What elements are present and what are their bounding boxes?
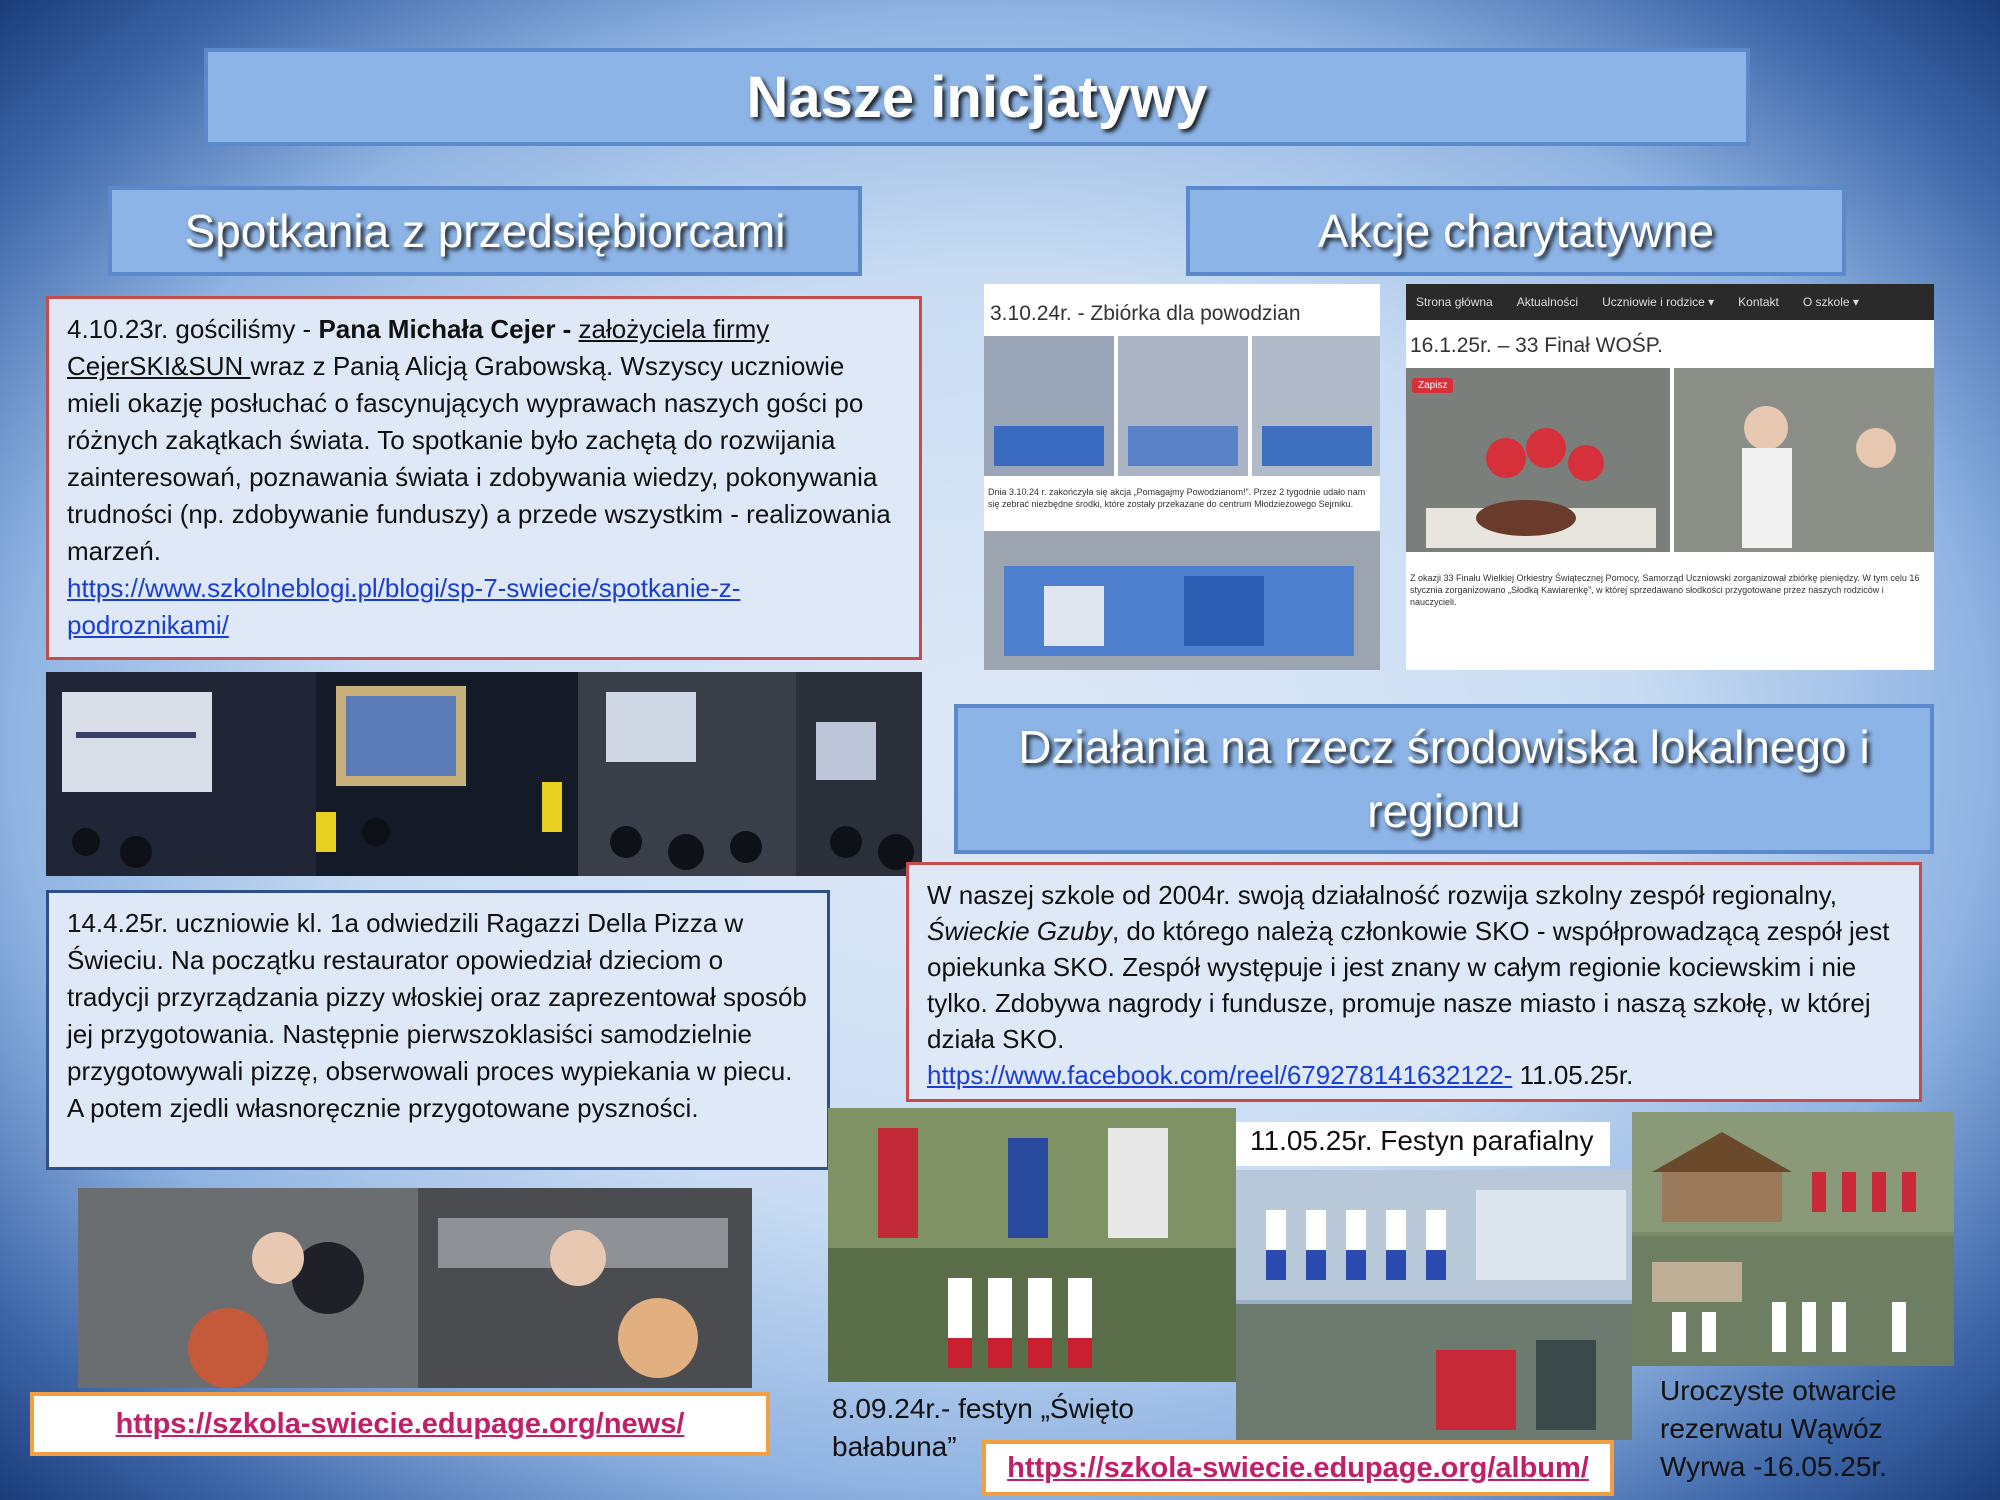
regional-text-box [906,862,1922,1102]
nav-about: O szkole ▾ [1802,295,1859,309]
nav-students: Uczniowie i rodzice ▾ [1602,295,1715,309]
wosp-save-badge: Zapisz [1412,378,1453,393]
parish-photo-graphic [1236,1170,1632,1440]
balabun-photo-graphic [828,1108,1236,1382]
balabun-caption: 8.09.24r.- festyn „Święto bałabuna” [832,1393,1134,1462]
entrepreneurs-text-body: wraz z Panią Alicją Grabowską. Wszyscy uczniowie mieli okazję posłuchać o fascynujących wyprawach naszych gości po różnych zakątkach świata. To spotkanie było zachętą do rozwijania zainteresowań, poznawania świata i zdobywania wiedzy, pokonywania trudności (np. zdobywanie funduszy) a przede wszystkim - realizowania marzeń. [67,351,891,566]
wawoz-opening-photos [1632,1112,1954,1366]
parish-festival-photos [1236,1170,1632,1440]
wosp-body: Z okazji 33 Finału Wielkiej Orkiestry Świątecznej Pomocy, Samorząd Uczniowski zorganizował zbiórkę pieniędzy. W tym celu 16 stycznia zorganizowano „Słodką Kawiarenkę”, w której sprzedawano słodkości przygotowane przez naszych rodziców i nauczycieli. [1410,573,1920,607]
dash: - [555,314,579,344]
reel-date: 11.05.25r. [1512,1060,1634,1090]
wosp-photo-graphic [1406,368,1934,552]
entrepreneurs-text-box [46,296,922,660]
flood-heading: 3.10.24r. - Zbiórka dla powodzian [990,302,1301,325]
nav-home: Strona główna [1416,295,1493,309]
nav-contact: Kontakt [1738,295,1779,309]
pizza-photos [78,1188,752,1388]
founder-text: założyciela firmy CejerSKI&SUN [67,314,770,381]
meeting-photos-graphic [46,672,922,876]
regional-text-intro: W naszej szkole od 2004r. swoją działalność rozwija szkolny zespół regionalny, [927,880,1837,910]
balabun-festival-photos [828,1108,1236,1382]
regional-text-body: , do którego należą członkowie SKO - współprowadzącą zespół jest opiekunka SKO. Zespół występuje i jest znany w całym regionie kociewskim i nie tylko. Zdobywa nagrody i fundusze, promuje nasze miasto i naszą szkołę, w której działa SKO. [927,916,1890,1054]
guest-name: Pana Michała Cejer [318,314,556,344]
wawoz-photo-graphic [1632,1112,1954,1366]
section-local-title: Działania na rzecz środowiska lokalnego i regionu [954,704,1934,854]
meeting-photos [46,672,922,876]
news-link[interactable]: https://szkola-swiecie.edupage.org/news/ [30,1392,770,1456]
festyn-parafialny-caption: 11.05.25r. Festyn parafialny [1236,1122,1610,1166]
section-entrepreneurs-title: Spotkania z przedsiębiorcami [108,186,862,276]
wosp-nav [1406,284,1934,320]
nav-news: Aktualności [1516,295,1579,309]
album-link[interactable]: https://szkola-swiecie.edupage.org/album/ [982,1440,1614,1496]
flood-donation-photo [984,284,1380,670]
facebook-reel-link[interactable]: https://www.facebook.com/reel/679278141632122- [927,1060,1513,1090]
wawoz-caption: Uroczyste otwarcie rezerwatu Wąwóz Wyrwa -16.05.25r. [1660,1375,1897,1482]
pizza-photos-graphic [78,1188,752,1388]
ensemble-name: Świeckie Gzuby [927,916,1112,946]
wosp-heading: 16.1.25r. – 33 Finał WOŚP. [1410,334,1663,357]
page-title: Nasze inicjatywy [204,48,1750,146]
pizza-text: 14.4.25r. uczniowie kl. 1a odwiedzili Ragazzi Della Pizza w Świeciu. Na początku restaurator opowiedział dzieciom o tradycji przyrządzania pizzy włoskiej oraz zaprezentował sposób jej przygotowania. Następnie pierwszoklasiści samodzielnie przygotowywali pizzę, obserwowali proces wypiekania w piecu. A potem zjedli własnoręcznie przygotowane pyszności. [67,908,807,1123]
entrepreneurs-text-intro: 4.10.23r. gościliśmy - [67,314,319,344]
flood-body: Dnia 3.10.24 r. zakończyła się akcja „Pomagajmy Powodzianom!”. Przez 2 tygodnie udało nam się zebrać niezbędne środki, które zostały przekazane do centrum Młodzieżowego Sejmiku. [988,487,1366,509]
section-charity-title: Akcje charytatywne [1186,186,1846,276]
blog-link[interactable]: https://www.szkolneblogi.pl/blogi/sp-7-swiecie/spotkanie-z-podroznikami/ [67,573,741,640]
wosp-page-photo [1406,284,1934,670]
pizza-text-box [46,890,830,1170]
